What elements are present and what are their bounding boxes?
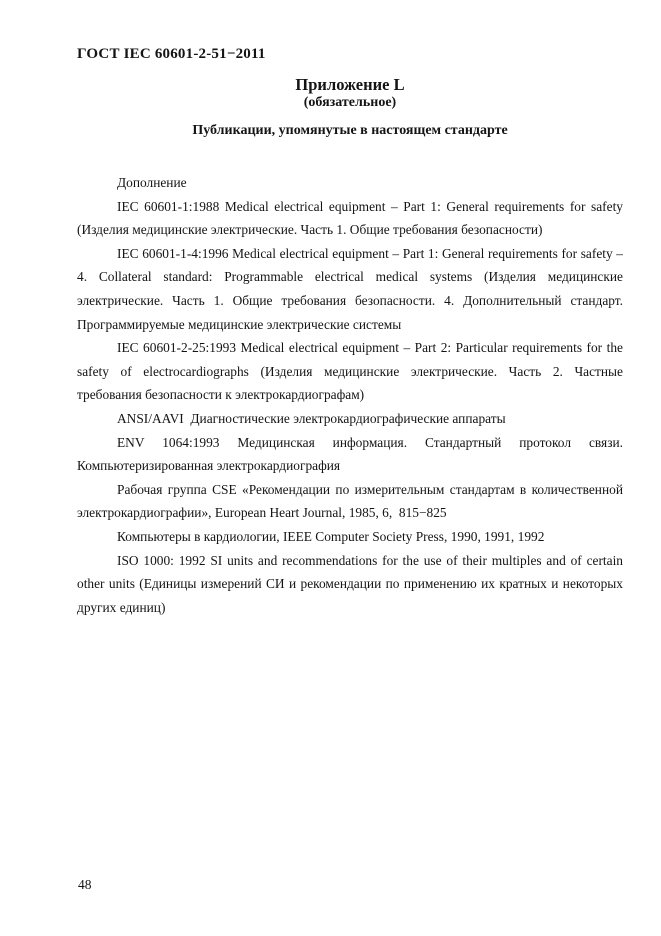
page-content: [77, 46, 627, 619]
reference-paragraph: ANSI/AAVI Диагностические электрокардиографические аппараты: [117, 410, 506, 426]
references-list: [77, 171, 627, 619]
reference-paragraph: IEC 60601-2-25:1993 Medical electrical equipment – Part 2: Particular requirements for the safety of electrocardiographs (Изделия медицинские электрические. Часть 2. Частные требования безопасности к электрокардиографам): [77, 340, 627, 403]
appendix-subtitle: (обязательное): [303, 95, 397, 110]
paragraph-supplement: Дополнение: [117, 175, 187, 190]
reference-paragraph: ISO 1000: 1992 SI units and recommendations for the use of their multiples and of certain other units (Единицы измерений СИ и рекомендации по применению их кратных и некоторых других единиц): [77, 552, 627, 615]
appendix-title: Приложение L: [295, 75, 405, 94]
page-number: 48: [78, 877, 92, 892]
reference-paragraph: ENV 1064:1993 Медицинская информация. Стандартный протокол связи. Компьютеризированная электрокардиография: [77, 434, 627, 474]
section-title: Публикации, упомянутые в настоящем стандарте: [192, 123, 508, 138]
reference-paragraph: IEC 60601-1-4:1996 Medical electrical equipment – Part 1: General requirements for safety – 4. Collateral standard: Programmable electrical medical systems (Изделия медицинские электрические. Часть 1. Общие требования безопасности. 4. Дополнительный стандарт. Программируемые медицинские электрические системы: [77, 245, 627, 332]
reference-paragraph: IEC 60601-1:1988 Medical electrical equipment – Part 1: General requirements for safety (Изделия медицинские электрические. Часть 1. Общие требования безопасности): [77, 198, 627, 238]
reference-paragraph: Компьютеры в кардиологии, IEEE Computer Society Press, 1990, 1991, 1992: [117, 528, 545, 544]
reference-paragraph: Рабочая группа CSE «Рекомендации по измерительным стандартам в количественной электрокардиографии», European Heart Journal, 1985, 6, 815−825: [77, 481, 627, 521]
doc-number: ГОСТ IEC 60601-2-51−2011: [77, 46, 266, 62]
